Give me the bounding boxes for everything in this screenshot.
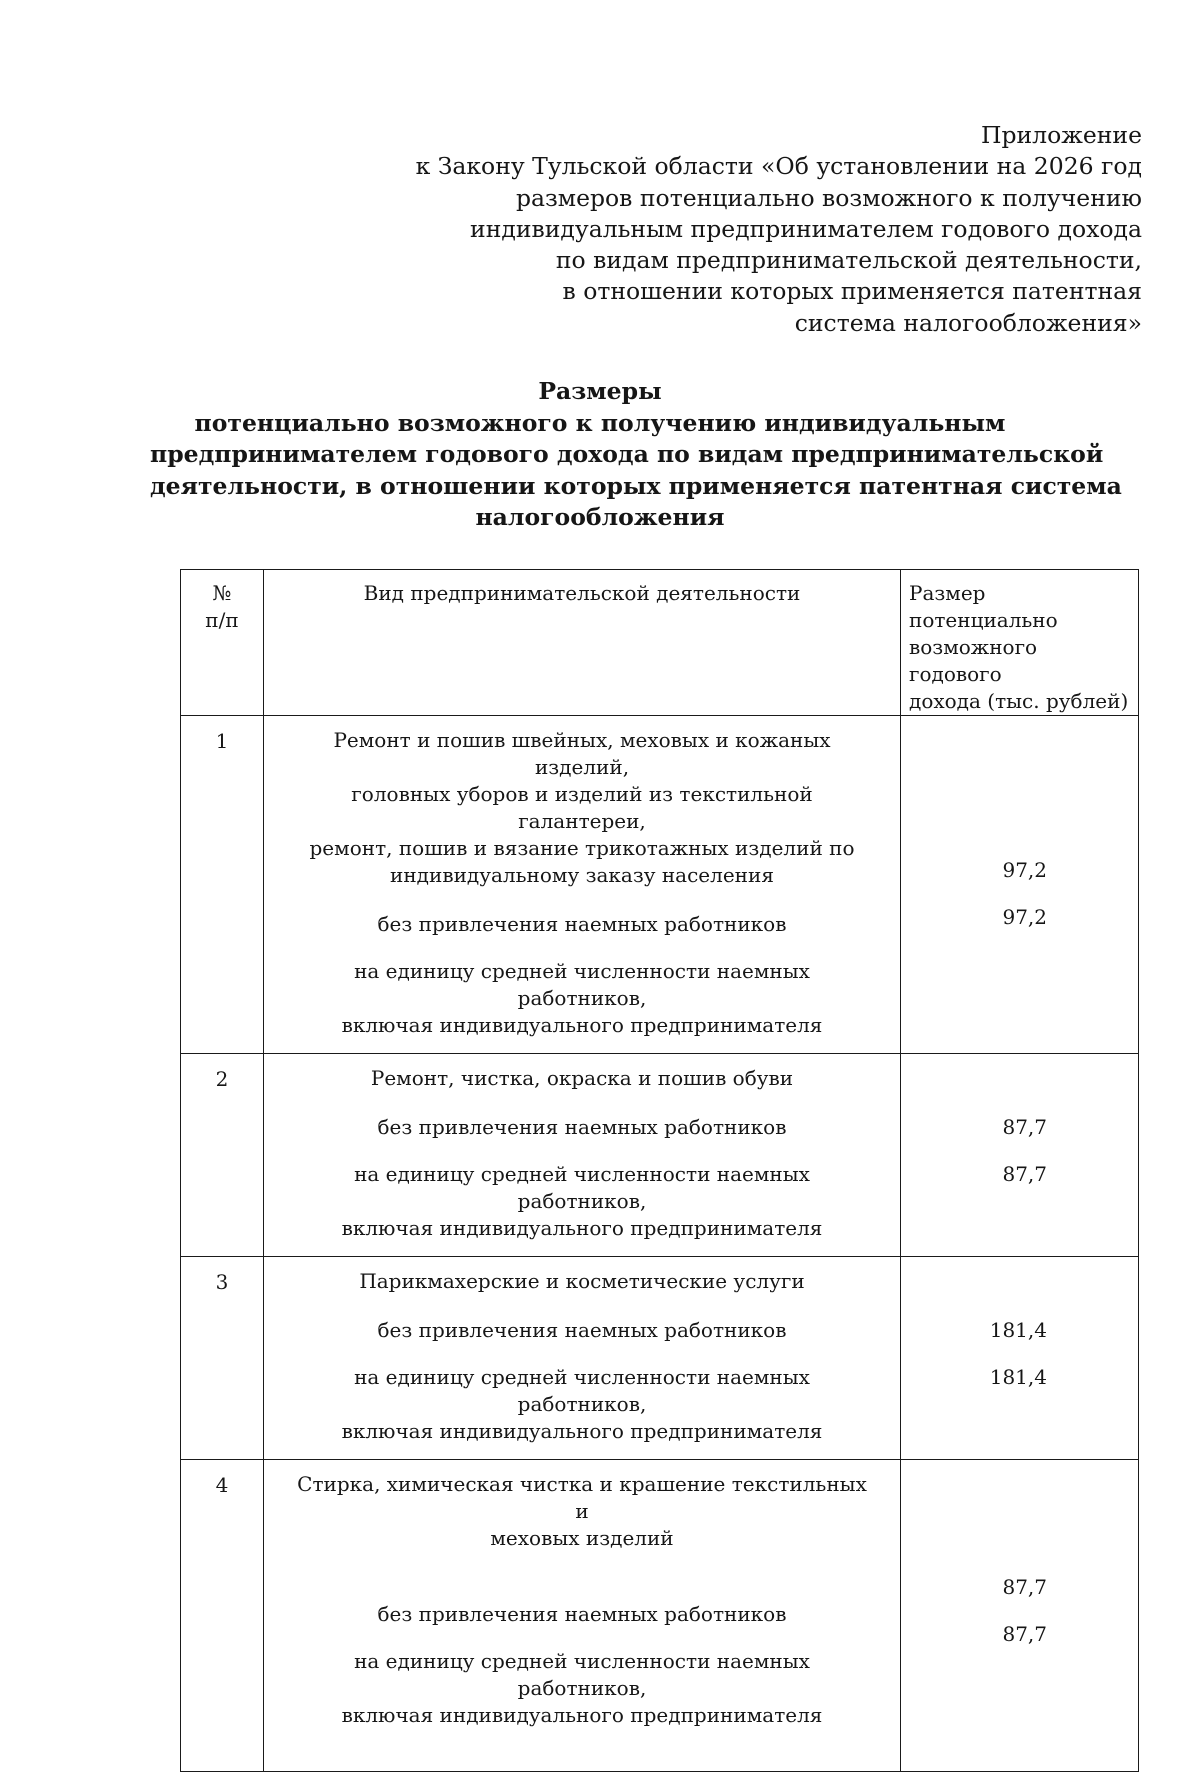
- value-per-employee: 181,4: [989, 1365, 1047, 1389]
- document-title: [150, 376, 1122, 534]
- row-number: 4: [181, 1460, 264, 1772]
- sub-without-employees: [294, 1114, 870, 1141]
- title-line: предпринимателем годового дохода по видам предпринимательской: [150, 440, 1104, 468]
- activity-title-line: Ремонт и пошив швейных, меховых и кожаных изделий,: [333, 728, 831, 779]
- income-table: [180, 569, 1139, 1772]
- sub-line: включая индивидуального предпринимателя: [341, 1216, 823, 1240]
- value-without-employees: 181,4: [989, 1318, 1047, 1342]
- value-per-employee: 87,7: [1002, 1162, 1047, 1186]
- title-line: налогообложения: [475, 503, 725, 531]
- sub-line: на единицу средней численности наемных работников,: [354, 1365, 810, 1416]
- header-value: [901, 570, 1139, 716]
- sub-line: без привлечения наемных работников: [377, 1602, 787, 1626]
- value-cell: [901, 1054, 1139, 1257]
- value-cell: [901, 716, 1139, 1054]
- sub-without-employees: [294, 1317, 870, 1344]
- title-line: деятельности, в отношении которых применяется патентная система: [150, 471, 1122, 500]
- header-number-line: п/п: [205, 608, 239, 632]
- activity-cell: [264, 1460, 901, 1772]
- sub-line: на единицу средней численности наемных работников,: [354, 959, 810, 1010]
- sub-line: включая индивидуального предпринимателя: [341, 1013, 823, 1037]
- table-row: [181, 1257, 1139, 1460]
- value-cell: [901, 1460, 1139, 1772]
- sub-line: на единицу средней численности наемных работников,: [354, 1162, 810, 1213]
- sub-per-employee: [294, 1161, 870, 1242]
- activity-title-line: ремонт, пошив и вязание трикотажных изделий по: [309, 836, 855, 860]
- header-number: [181, 570, 264, 716]
- activity-title: [294, 1065, 870, 1092]
- appendix-line: к Закону Тульской области «Об установлении на 2026 год: [415, 152, 1142, 181]
- value-per-employee: 87,7: [1002, 1622, 1047, 1646]
- appendix-line: индивидуальным предпринимателем годового дохода: [470, 214, 1142, 243]
- sub-per-employee: [294, 958, 870, 1039]
- row-number: 2: [181, 1054, 264, 1257]
- value-cell: [901, 1257, 1139, 1460]
- header-kind: Вид предпринимательской деятельности: [264, 570, 901, 716]
- activity-cell: [264, 716, 901, 1054]
- value-per-employee: 97,2: [1002, 905, 1047, 929]
- appendix-line: Приложение: [980, 121, 1142, 149]
- sub-line: включая индивидуального предпринимателя: [341, 1419, 823, 1443]
- activity-title: [294, 727, 870, 889]
- value-without-employees: 97,2: [1002, 858, 1047, 882]
- sub-per-employee: [294, 1364, 870, 1445]
- sub-without-employees: [294, 911, 870, 938]
- title-line: Размеры: [538, 377, 662, 405]
- header-value-line: дохода (тыс. рублей): [909, 689, 1129, 713]
- row-number: 1: [181, 716, 264, 1054]
- activity-title-line: Стирка, химическая чистка и крашение текстильных и: [297, 1472, 867, 1523]
- header-number-line: №: [212, 581, 232, 605]
- title-line: потенциально возможного к получению индивидуальным: [194, 408, 1006, 437]
- table-row: [181, 1460, 1139, 1772]
- appendix-line: по видам предпринимательской деятельности,: [555, 246, 1142, 275]
- table-body: [181, 716, 1139, 1772]
- row-number: 3: [181, 1257, 264, 1460]
- activity-cell: [264, 1257, 901, 1460]
- value-without-employees: 87,7: [1002, 1115, 1047, 1139]
- table-row: [181, 1054, 1139, 1257]
- activity-title-line: Парикмахерские и косметические услуги: [359, 1269, 805, 1293]
- activity-cell: [264, 1054, 901, 1257]
- activity-title: [294, 1268, 870, 1295]
- sub-line: без привлечения наемных работников: [377, 912, 787, 936]
- header-value-line: Размер потенциально: [909, 581, 1058, 632]
- table-row: [181, 716, 1139, 1054]
- sub-line: без привлечения наемных работников: [377, 1115, 787, 1139]
- value-without-employees: 87,7: [1002, 1575, 1047, 1599]
- appendix-line: система налогообложения»: [794, 308, 1142, 337]
- appendix-line: размеров потенциально возможного к получению: [515, 183, 1142, 212]
- sub-per-employee: [294, 1648, 870, 1729]
- table-header-row: [181, 570, 1139, 716]
- sub-line: на единицу средней численности наемных работников,: [354, 1649, 810, 1700]
- sub-line: включая индивидуального предпринимателя: [341, 1703, 823, 1727]
- appendix-header: [382, 120, 1142, 339]
- activity-title: [294, 1471, 870, 1552]
- sub-without-employees: [294, 1601, 870, 1628]
- activity-title-line: индивидуальному заказу населения: [390, 863, 774, 887]
- header-value-line: возможного годового: [909, 635, 1038, 686]
- appendix-line: в отношении которых применяется патентная: [562, 277, 1142, 306]
- activity-title-line: головных уборов и изделий из текстильной галантереи,: [351, 782, 813, 833]
- activity-title-line: Ремонт, чистка, окраска и пошив обуви: [370, 1066, 794, 1090]
- sub-line: без привлечения наемных работников: [377, 1318, 787, 1342]
- activity-title-line: меховых изделий: [490, 1526, 674, 1550]
